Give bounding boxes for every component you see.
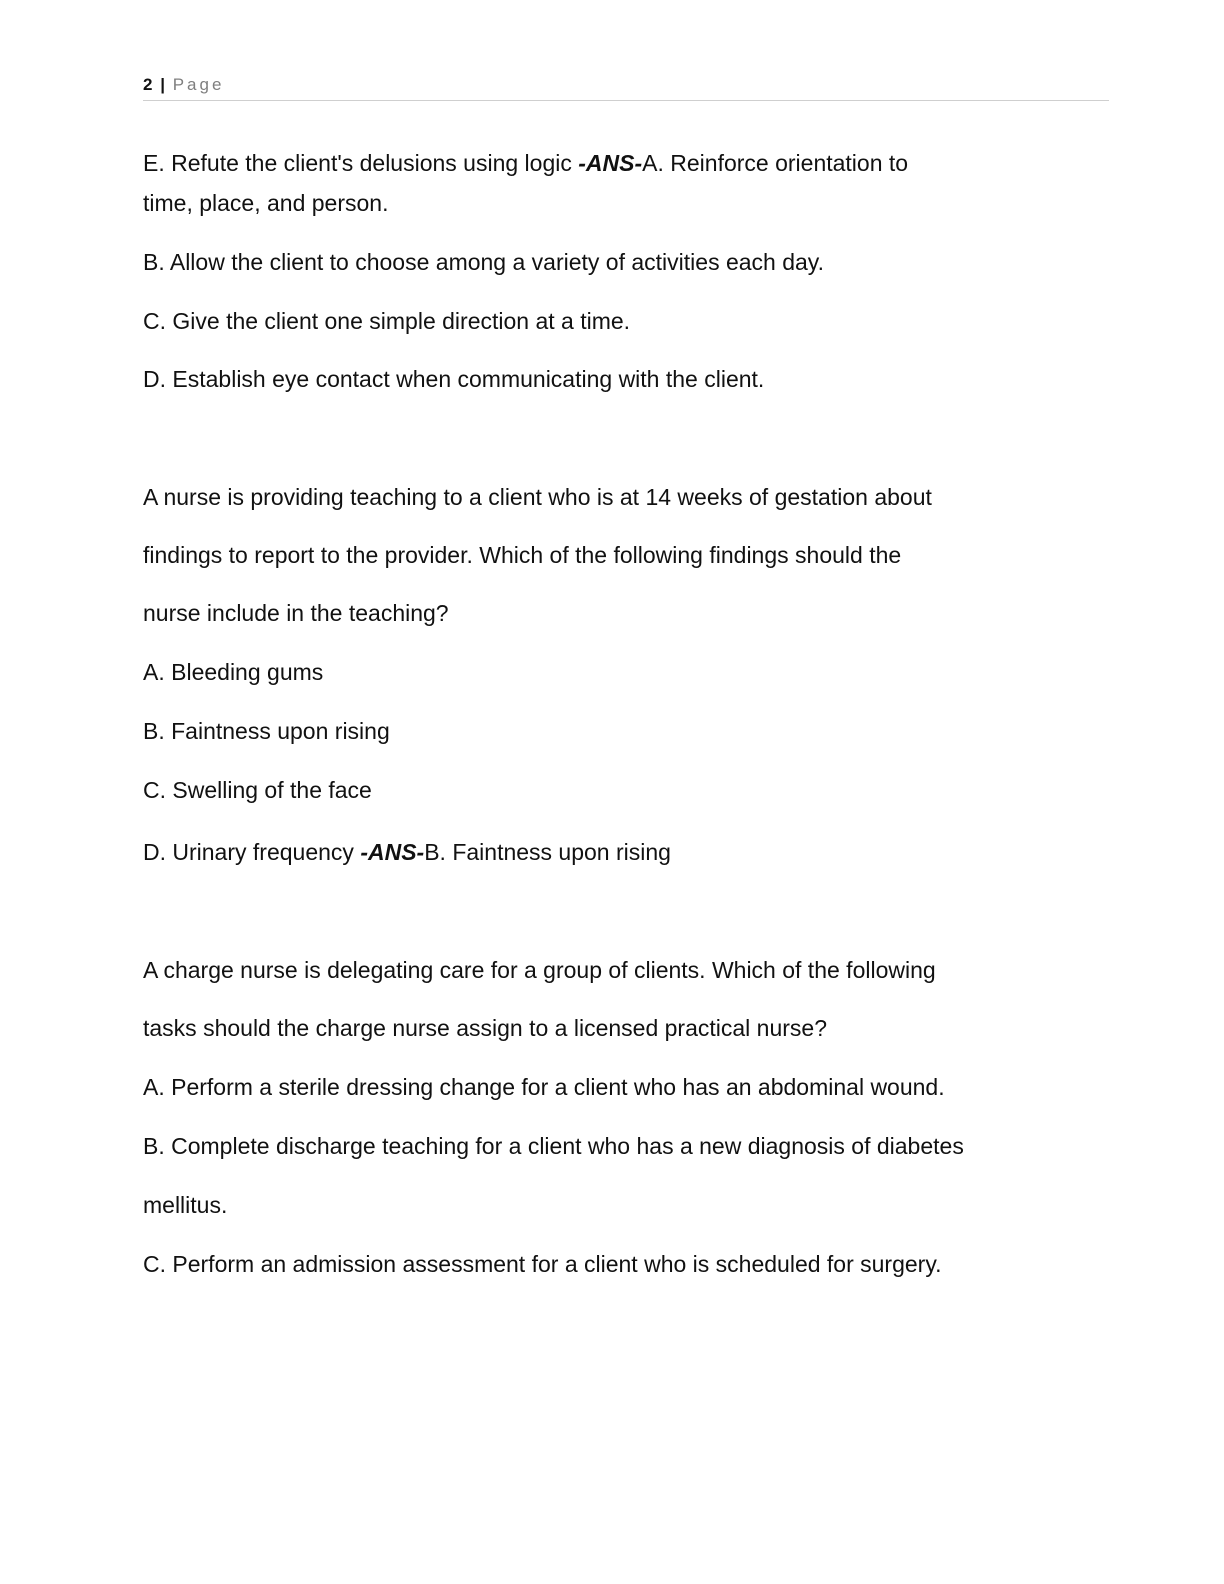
answer-tag: -ANS- [578, 150, 643, 176]
question3-stem-line1: A charge nurse is delegating care for a group of clients. Which of the following [143, 957, 936, 983]
option-e-text: E. Refute the client's delusions using logic [143, 150, 579, 176]
question2-option-a: A. Bleeding gums [143, 659, 324, 685]
page-label: Page [172, 75, 225, 94]
answer-text-continued: time, place, and person. [143, 190, 389, 216]
question2-option-c: C. Swelling of the face [143, 777, 372, 803]
answer-option-c: C. Give the client one simple direction at a time. [143, 308, 631, 334]
question2-option-d: D. Urinary frequency [143, 839, 361, 865]
question3-stem-line2: tasks should the charge nurse assign to a licensed practical nurse? [143, 1015, 828, 1041]
answer-text: A. Reinforce orientation to [642, 150, 909, 176]
page-separator: | [160, 75, 165, 94]
previous-question-answer-line [143, 148, 908, 178]
question2-answer: B. Faintness upon rising [424, 839, 671, 865]
question3-option-a: A. Perform a sterile dressing change for a client who has an abdominal wound. [143, 1074, 945, 1100]
question2-option-d-answer [143, 837, 671, 867]
question2-option-b: B. Faintness upon rising [143, 718, 390, 744]
question3-option-b-line1: B. Complete discharge teaching for a client who has a new diagnosis of diabetes [143, 1133, 964, 1159]
question2-stem-line2: findings to report to the provider. Which of the following findings should the [143, 542, 902, 568]
question3-option-b-line2: mellitus. [143, 1192, 228, 1218]
question3-option-c: C. Perform an admission assessment for a client who is scheduled for surgery. [143, 1251, 942, 1277]
question2-stem-line3: nurse include in the teaching? [143, 600, 449, 626]
answer-tag: -ANS- [360, 839, 425, 865]
page-header [143, 74, 1109, 101]
question2-stem-line1: A nurse is providing teaching to a client who is at 14 weeks of gestation about [143, 484, 932, 510]
answer-option-b: B. Allow the client to choose among a variety of activities each day. [143, 249, 824, 275]
answer-option-d: D. Establish eye contact when communicating with the client. [143, 366, 765, 392]
page-number: 2 [143, 75, 153, 94]
